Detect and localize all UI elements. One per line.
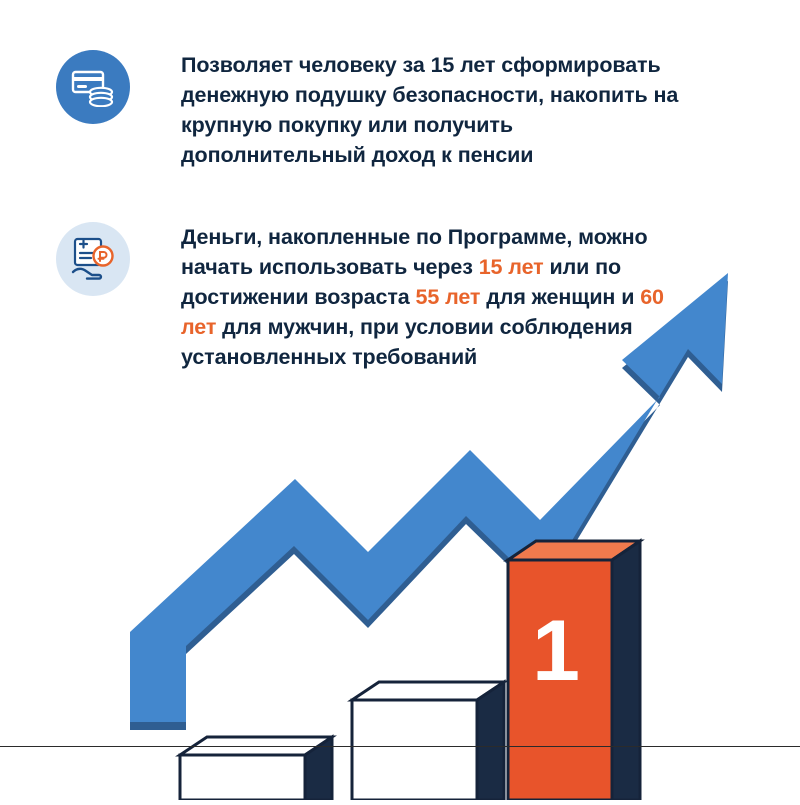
bar-3-label: 1 — [532, 603, 580, 699]
hand-with-document-ruble-icon — [56, 222, 130, 296]
bullet-2-line-4b: для — [216, 315, 262, 339]
bullet-item-1 — [56, 50, 701, 170]
bullet-2-highlight-15: 15 лет — [478, 255, 544, 279]
bullet-1-line-3: на крупную покупку или получить — [181, 83, 679, 137]
bullet-2-line-4a: для женщин и — [480, 285, 641, 309]
bullet-2-highlight-55: 55 лет — [415, 285, 481, 309]
bullet-2-line-6: установленных требований — [181, 345, 478, 369]
bullet-2-highlight-60: 60 лет — [181, 285, 664, 339]
bullet-1-line-2: денежную подушку безопасности, накопить — [181, 83, 648, 107]
bullet-text-2 — [181, 222, 701, 372]
bullet-item-2 — [56, 222, 701, 372]
bullet-text-1 — [181, 50, 701, 170]
bullet-2-line-2: можно начать использовать через — [181, 225, 648, 279]
bullet-2-line-1: Деньги, накопленные по Программе, — [181, 225, 573, 249]
bullet-1-line-4: дополнительный доход к пенсии — [181, 143, 534, 167]
bullet-2-line-3: или по достижении возраста — [181, 255, 622, 309]
bullet-1-line-1: Позволяет человеку за 15 лет сформировать — [181, 53, 661, 77]
card-and-coins-icon — [56, 50, 130, 124]
bullet-2-line-5: мужчин, при условии соблюдения — [267, 315, 633, 339]
